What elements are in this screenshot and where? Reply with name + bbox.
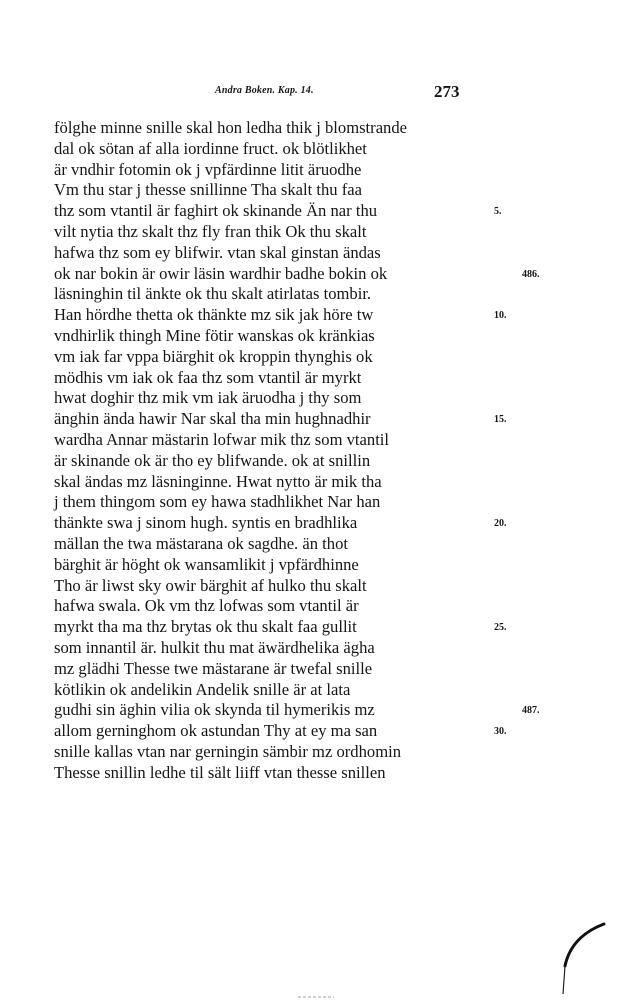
text-line: snille kallas vtan nar gerningin sämbir mz ordhomin — [54, 741, 402, 761]
text-line: vndhirlik thingh Mine fötir wanskas ok kränkias — [54, 325, 375, 345]
text-line: ok nar bokin är owir läsin wardhir badhe bokin ok — [54, 263, 388, 283]
margin-reference: 487. — [522, 705, 540, 717]
text-line: Tho är liwst sky owir bärghit af hulko thu skalt — [54, 575, 367, 595]
text-line: är skinande ok är tho ey blifwande. ok at snillin — [54, 450, 371, 470]
text-line: thz som vtantil är faghirt ok skinande Än nar thu — [54, 201, 378, 221]
page-header — [0, 82, 632, 106]
bottom-dash-mark — [296, 993, 336, 1001]
text-line: mällan the twa mästarana ok sagdhe. än thot — [54, 533, 348, 553]
line-number: 20. — [494, 518, 507, 530]
page-number: 273 — [434, 82, 460, 101]
text-line: änghin ända hawir Nar skal tha min hughnadhir — [54, 409, 371, 429]
text-line: thänkte swa j sinom hugh. syntis en bradhlika — [54, 513, 358, 533]
margin-reference: 486. — [522, 268, 540, 280]
text-line: hafwa swala. Ok vm thz lofwas som vtantil är — [54, 596, 359, 616]
text-line: kötlikin ok andelikin Andelik snille är at lata — [54, 679, 351, 699]
text-line: allom gerninghom ok astundan Thy at ey ma san — [54, 721, 378, 741]
text-line: hafwa thz som ey blifwir. vtan skal ginstan ändas — [54, 242, 381, 262]
text-line: myrkt tha ma thz brytas ok thu skalt faa gullit — [54, 617, 357, 637]
line-number: 10. — [494, 310, 507, 322]
pen-stroke-mark — [548, 920, 608, 998]
text-line: wardha Annar mästarin lofwar mik thz som vtantil — [54, 429, 390, 449]
text-line: skal ändas mz läsninginne. Hwat nytto är mik tha — [54, 471, 382, 491]
text-line: Thesse snillin ledhe til sält liiff vtan thesse snillen — [54, 762, 386, 782]
text-line: mödhis vm iak ok faa thz som vtantil är myrkt — [54, 367, 362, 387]
text-line: Han hördhe thetta ok thänkte mz sik jak höre tw — [54, 305, 374, 325]
text-line: som innantil är. hulkit thu mat äwärdhelika ägha — [54, 637, 375, 657]
body-text — [54, 118, 494, 784]
text-line: Vm thu star j thesse snillinne Tha skalt thu faa — [54, 180, 363, 200]
text-line: mz glädhi Thesse twe mästarane är twefal snille — [54, 658, 373, 678]
text-line: läsninghin til änkte ok thu skalt atirlatas tombir. — [54, 284, 372, 304]
text-line: fölghe minne snille skal hon ledha thik j blomstrande — [54, 118, 408, 137]
running-title: Andra Boken. Kap. 14. — [215, 85, 314, 96]
text-line: dal ok sötan af alla iordinne fruct. ok blötlikhet — [54, 138, 367, 158]
line-number: 25. — [494, 622, 507, 634]
text-line: bärghit är höght ok wansamlikit j vpfärdhinne — [54, 554, 359, 574]
line-number: 15. — [494, 414, 507, 426]
text-line: j them thingom som ey hawa stadhlikhet Nar han — [54, 492, 381, 512]
text-line: hwat doghir thz mik vm iak äruodha j thy som — [54, 388, 362, 408]
text-line: vilt nytia thz skalt thz fly fran thik Ok thu skalt — [54, 221, 367, 241]
text-line: vm iak far vppa biärghit ok kroppin thynghis ok — [54, 346, 373, 366]
text-line: gudhi sin äghin vilia ok skynda til hymerikis mz — [54, 700, 375, 720]
text-line: är vndhir fotomin ok j vpfärdinne litit äruodhe — [54, 159, 362, 179]
line-number: 5. — [494, 206, 502, 218]
line-number: 30. — [494, 726, 507, 738]
